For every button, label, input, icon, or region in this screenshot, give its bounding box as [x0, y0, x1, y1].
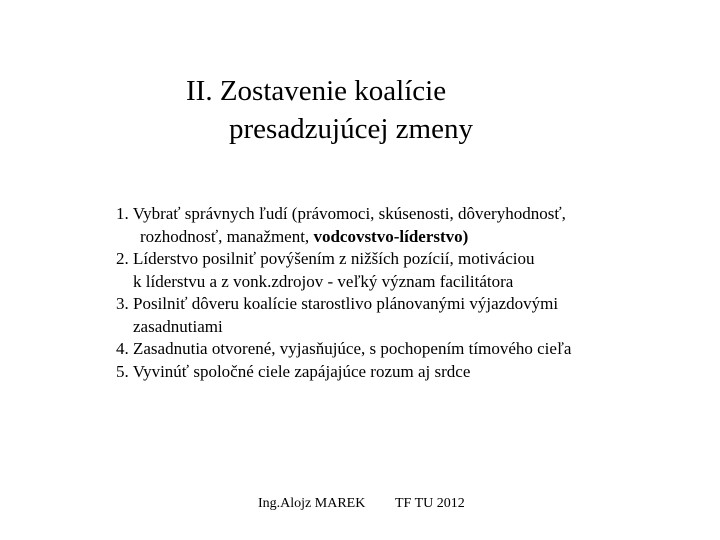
list-item-text: rozhodnosť, manažment,: [140, 226, 314, 246]
footer-organization: TF TU 2012: [395, 496, 465, 511]
list-item-line: 3. Posilniť dôveru koalície starostlivo plánovanými výjazdovými: [116, 294, 559, 313]
list-item-line: 5. Vyvinúť spoločné ciele zapájajúce rozum aj srdce: [116, 361, 471, 381]
slide-title-line-1: II. Zostavenie koalície: [186, 75, 447, 107]
list-item-line: [116, 226, 706, 249]
list-item-line: k líderstvu a z vonk.zdrojov - veľký význam facilitátora: [133, 271, 514, 291]
list-item-bold-text: vodcovstvo-líderstvo): [313, 226, 469, 246]
list-item-line: zasadnutiami: [133, 316, 223, 336]
list-item: [116, 248, 706, 293]
slide-title: [186, 72, 666, 148]
list-item-line: 2. Líderstvo posilniť povýšením z nižších pozícií, motiváciou: [116, 249, 535, 268]
points-list: [116, 203, 706, 383]
list-item: [116, 338, 706, 361]
list-item: [116, 361, 706, 384]
list-item-line: 1. Vybrať správnych ľudí (právomoci, skúsenosti, dôveryhodnosť,: [116, 204, 566, 223]
list-item: [116, 203, 706, 248]
list-item-line: 4. Zasadnutia otvorené, vyjasňujúce, s pochopením tímového cieľa: [116, 339, 572, 358]
slide-title-line-2: presadzujúcej zmeny: [229, 113, 473, 145]
list-item: [116, 293, 706, 338]
footer-author: Ing.Alojz MAREK: [258, 496, 366, 511]
